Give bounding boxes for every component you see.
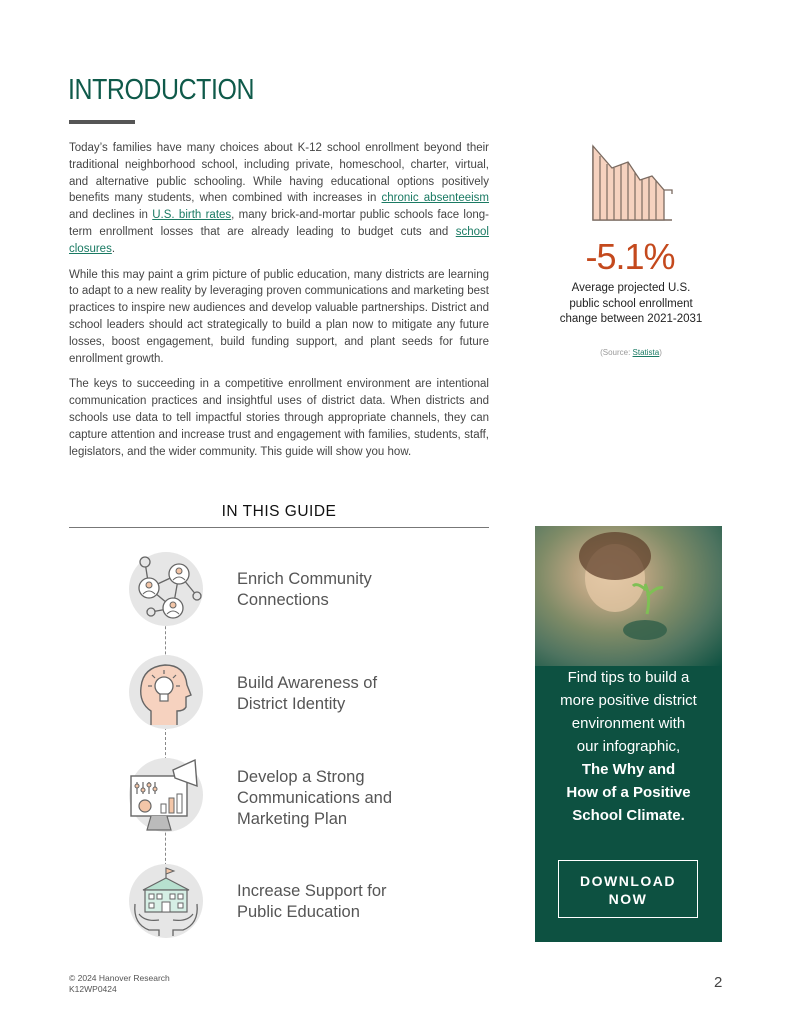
download-button-label: DOWNLOAD: [580, 873, 676, 889]
intro-paragraph-2: While this may paint a grim picture of public education, many districts are learning to adapt to a new reality by leveraging proven communications and marketing best practices to inspire new audiences and develop valuable partnerships. District and school leaders should act strategically to build a plan now to mitigate any future losses, boost engagement, build funding support, and plant seeds for future enrollment growth.: [69, 268, 489, 365]
intro-paragraph-3: The keys to succeeding in a competitive enrollment environment are intentional communication practices and insightful uses of district data. When districts and schools use data to tell impactful stories through appropriate channels, they can capture attention and increase trust and engagement with families, students, staff, legislators, and the wider community. This guide will show you how.: [69, 378, 489, 458]
guide-title: IN THIS GUIDE: [221, 503, 337, 520]
guide-item-label: Connections: [237, 591, 329, 609]
intro-paragraph-1: [69, 140, 489, 258]
enrollment-change-stat: -5.1%: [585, 236, 675, 277]
guide-item-label: Develop a Strong: [237, 768, 365, 786]
guide-item-label: Enrich Community: [237, 570, 372, 588]
footer: [69, 973, 170, 994]
guide-item-label: District Identity: [237, 695, 346, 713]
guide-item-label: Marketing Plan: [237, 810, 348, 828]
promo-panel: [535, 526, 722, 942]
intro-p1-text-b: and declines in: [69, 209, 153, 222]
head-lightbulb-icon: [129, 655, 203, 729]
download-now-button[interactable]: [558, 860, 698, 918]
guide-item-label: Public Education: [237, 903, 360, 921]
intro-p1-text-c: , many brick-and-mortar public schools face long-term enrollment losses that are already leading to budget cuts and: [69, 209, 490, 238]
promo-line: more positive district: [560, 692, 697, 709]
link-chronic-absenteeism[interactable]: chronic absenteeism: [381, 192, 489, 205]
promo-bold-line: How of a Positive: [566, 784, 691, 801]
guide-item-community[interactable]: [237, 569, 372, 611]
promo-bold-line: School Climate.: [572, 807, 685, 824]
intro-p1-text-d: .: [111, 242, 116, 255]
link-birth-rates[interactable]: U.S. birth rates: [152, 209, 232, 222]
child-with-plant-photo: [535, 526, 722, 666]
school-hands-icon: [129, 864, 203, 938]
title-underline: [69, 120, 135, 124]
intro-text: [69, 140, 489, 469]
network-people-icon: [129, 552, 203, 626]
guide-item-support[interactable]: [237, 881, 387, 923]
promo-text: [543, 666, 714, 827]
guide-item-label: Build Awareness of: [237, 674, 378, 692]
promo-line: Find tips to build a: [567, 669, 690, 686]
footer-code: K12WP0424: [69, 983, 117, 994]
page-number: 2: [714, 974, 723, 991]
footer-copyright: © 2024 Hanover Research: [69, 973, 170, 983]
guide-item-communications[interactable]: [237, 767, 392, 830]
promo-bold-line: The Why and: [581, 761, 676, 778]
promo-line: our infographic,: [576, 738, 681, 755]
guide-item-label: Increase Support for: [237, 882, 387, 900]
declining-bar-chart-icon: [590, 140, 674, 222]
stat-source: [556, 348, 706, 357]
marketing-dashboard-icon: [129, 758, 203, 832]
intro-p1-text-a: Today’s families have many choices about K-12 school enrollment beyond their traditional neighborhood school, including private, homeschool, charter, virtual, and alternative public schooling. While having educational options positively benefits many students, when combined with increases in: [69, 142, 489, 205]
link-statista[interactable]: Statista: [632, 348, 660, 357]
guide-item-identity[interactable]: [237, 673, 377, 715]
guide-divider: [69, 527, 489, 528]
link-school-closures[interactable]: school closures: [69, 225, 489, 255]
stat-source-suffix: ): [659, 348, 662, 357]
download-button-label: NOW: [608, 891, 648, 907]
guide-item-label: Communications and: [237, 789, 392, 807]
stat-description: Average projected U.S. public school enrollment change between 2021-2031: [559, 282, 703, 325]
promo-line: environment with: [571, 715, 686, 732]
stat-source-prefix: (Source:: [600, 348, 633, 357]
guide-connector-line: [165, 596, 166, 886]
page-title: INTRODUCTION: [68, 74, 255, 106]
